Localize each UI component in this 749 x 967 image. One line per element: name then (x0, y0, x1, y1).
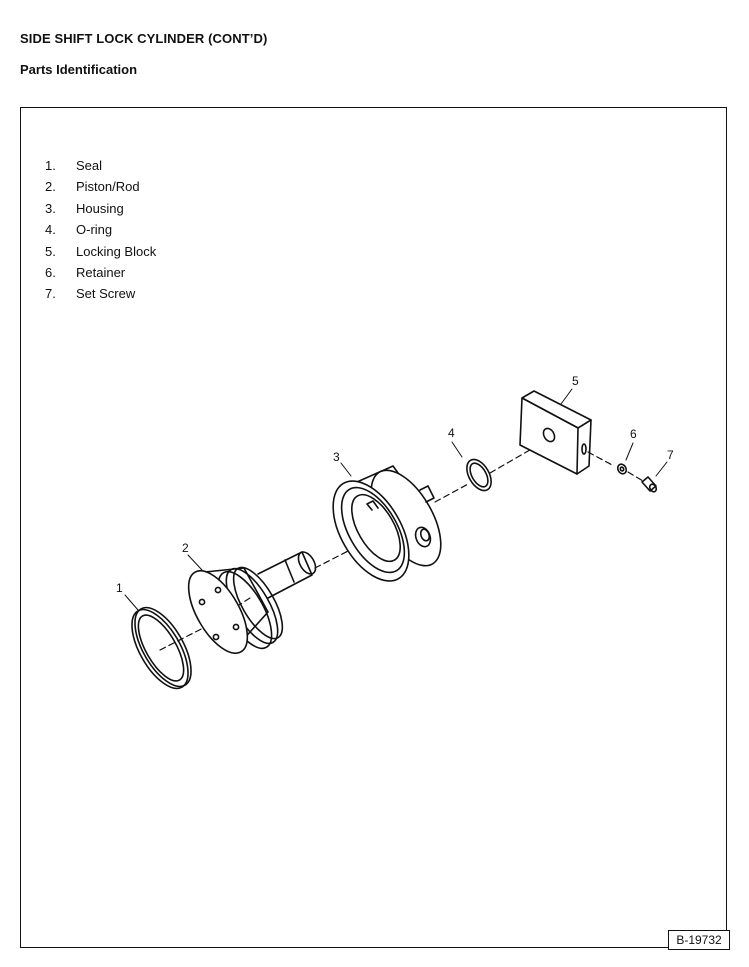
retainer-part (616, 463, 628, 476)
callout-6: 6 (630, 427, 637, 441)
part-name: Piston/Rod (76, 179, 140, 195)
part-number: 3. (45, 200, 56, 216)
callout-4: 4 (448, 426, 455, 440)
callout-3: 3 (333, 450, 340, 464)
seal-part (121, 599, 203, 697)
figure-id-label: B-19732 (668, 930, 730, 950)
part-number: 5. (45, 243, 56, 259)
part-number: 6. (45, 264, 56, 280)
section-subtitle: Parts Identification (20, 62, 138, 77)
part-number: 4. (45, 222, 56, 238)
part-name: Seal (76, 158, 103, 173)
part-number: 1. (45, 158, 56, 173)
part-name: O-ring (76, 222, 113, 238)
callout-1: 1 (116, 581, 123, 595)
part-number: 2. (45, 179, 56, 195)
part-name: Retainer (76, 264, 126, 280)
page-title: SIDE SHIFT LOCK CYLINDER (CONT’D) (20, 31, 268, 46)
part-name: Set Screw (76, 286, 136, 302)
part-number: 7. (45, 286, 56, 302)
callout-5: 5 (572, 374, 579, 388)
callout-2: 2 (182, 541, 189, 555)
o-ring-part (462, 455, 496, 494)
part-name: Housing (76, 200, 124, 216)
part-name: Locking Block (76, 243, 157, 259)
locking-block-part (520, 391, 591, 474)
housing-part (318, 459, 455, 594)
callout-7: 7 (667, 448, 674, 462)
set-screw-part (642, 477, 658, 493)
